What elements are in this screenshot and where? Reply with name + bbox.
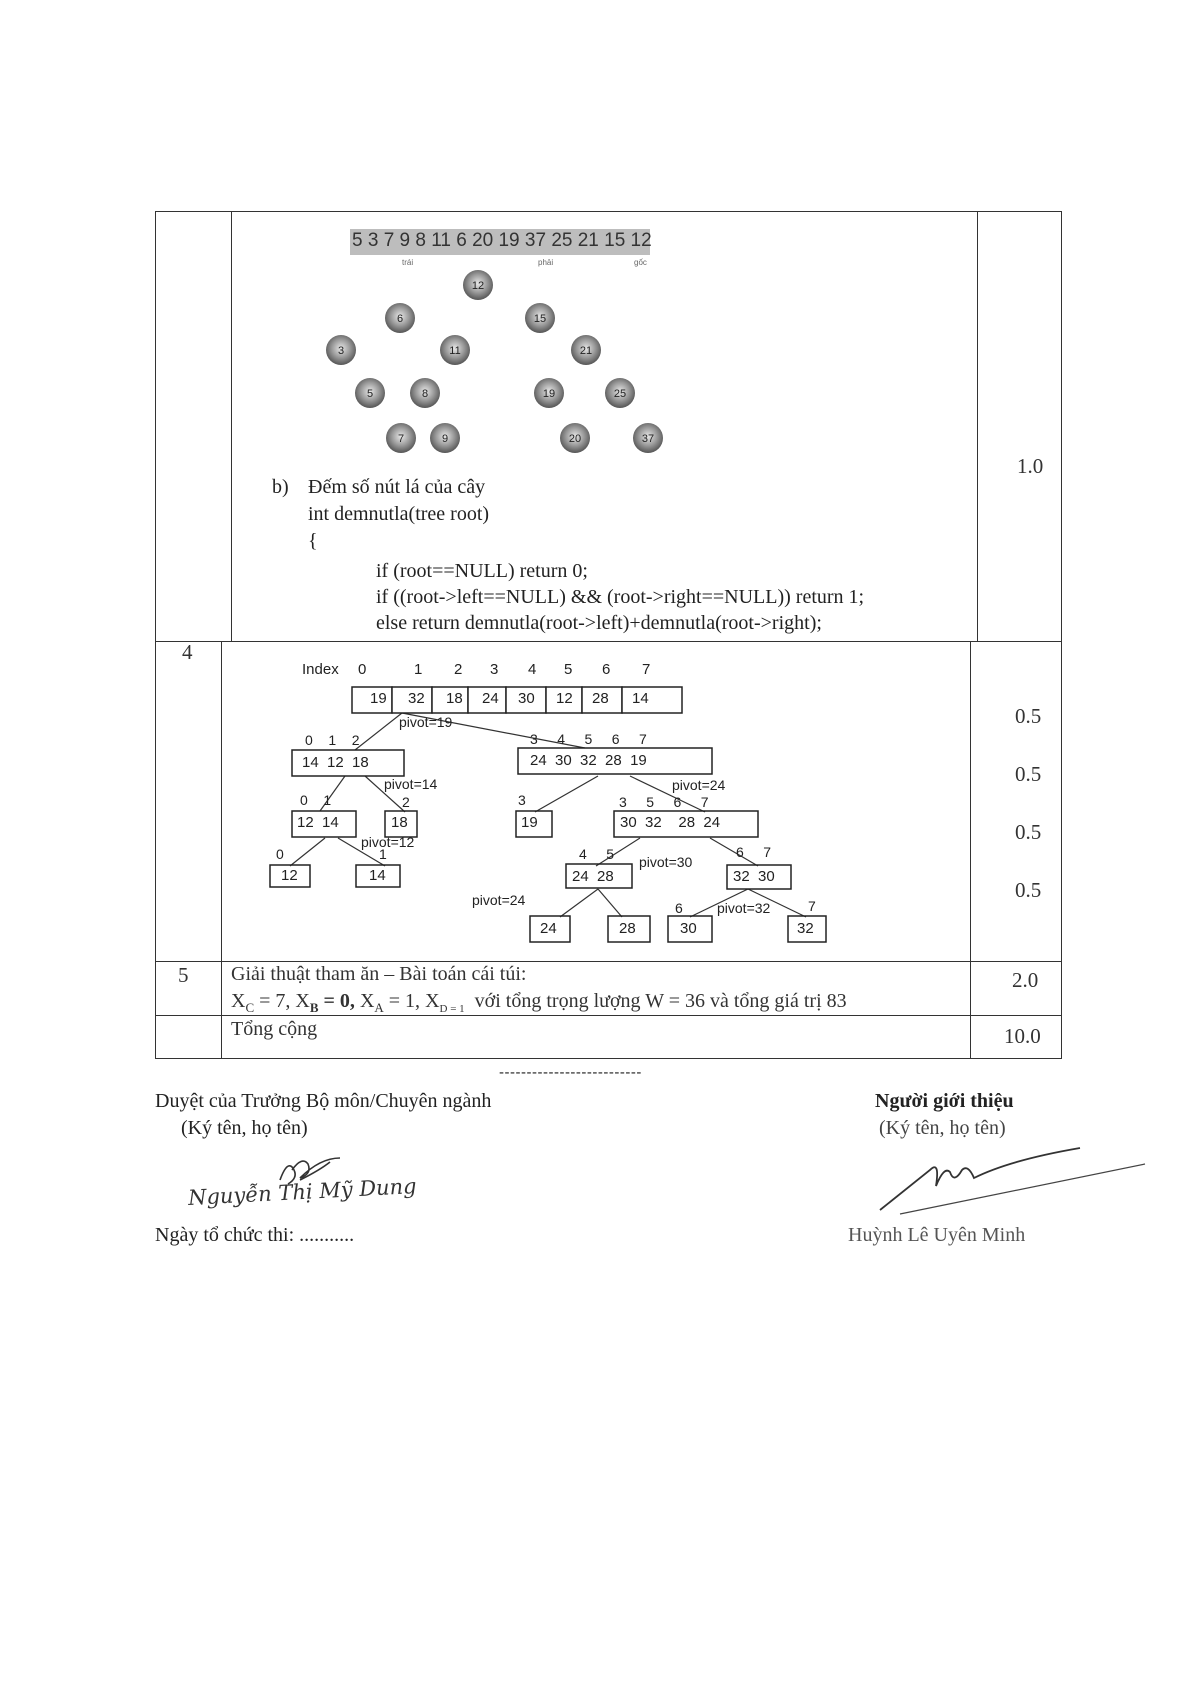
qs-r4b: 28 [619, 920, 636, 937]
qs-index-cell: 1 [414, 661, 423, 678]
qs-r4c: 30 [680, 920, 697, 937]
qs-r2: 19 [521, 814, 538, 831]
qs-pivot-32: pivot=32 [717, 900, 771, 916]
bst-node-label: 3 [337, 345, 345, 357]
right-sign-title: Người giới thiệu [875, 1090, 1014, 1112]
qs-pivot-14: pivot=14 [384, 776, 438, 792]
right-sign-subtitle: (Ký tên, họ tên) [879, 1117, 1006, 1139]
row5-line2 [231, 990, 847, 1016]
code-open-brace: { [308, 530, 318, 552]
left-signature-name: Nguyễn Thị Mỹ Dung [187, 1174, 418, 1210]
bst-node-label: 8 [421, 388, 429, 400]
separator-dashes: -------------------------- [499, 1064, 642, 1081]
row3-score: 1.0 [1017, 454, 1044, 478]
qs-r3b: 32 30 [733, 868, 775, 885]
bst-node-label: 15 [533, 313, 547, 325]
row4-score-4: 0.5 [1015, 878, 1042, 902]
qs-array-cell: 19 [370, 690, 387, 707]
qs-l2b-idx: 2 [402, 794, 410, 810]
qs-r2b-idx: 3 5 6 7 [619, 794, 709, 810]
qs-pivot-19: pivot=19 [399, 714, 453, 730]
qs-right1: 24 30 32 28 19 [530, 752, 647, 769]
qs-array-cell: 14 [632, 690, 649, 707]
row4-score-1: 0.5 [1015, 704, 1042, 728]
var-xa: X [359, 990, 375, 1012]
qs-pivot-30: pivot=30 [639, 854, 693, 870]
qs-index-label: Index [302, 661, 339, 678]
qs-array-values [352, 687, 682, 713]
qs-array-cell: 24 [482, 690, 499, 707]
table-row-divider-2 [155, 961, 1062, 962]
right-signature [870, 1140, 1150, 1220]
qs-r3-idx: 4 5 [579, 846, 615, 862]
var-xd-sub: D = 1 [439, 1003, 465, 1015]
qs-r2b: 30 32 28 24 [620, 814, 721, 831]
qs-index-cell: 3 [490, 661, 499, 678]
bst-node-label: 5 [366, 388, 374, 400]
array-strip-label-right: phải [538, 258, 554, 267]
qs-array-cell: 32 [408, 690, 425, 707]
qs-r2-idx: 3 [518, 792, 526, 808]
qs-pivot-24a: pivot=24 [672, 777, 726, 793]
total-score: 10.0 [1004, 1024, 1041, 1048]
qs-array-cell: 30 [518, 690, 535, 707]
qs-r3b-idx: 6 7 [736, 844, 772, 860]
qs-array-cell: 12 [556, 690, 573, 707]
qs-index-cell: 5 [564, 661, 573, 678]
left-sign-subtitle: (Ký tên, họ tên) [181, 1117, 308, 1139]
qs-array-cell: 28 [592, 690, 609, 707]
qs-r4-idx6: 6 [675, 900, 683, 916]
qs-index-cell: 0 [358, 661, 367, 678]
qs-index-cell: 7 [642, 661, 651, 678]
part-b-label: b) [272, 476, 289, 498]
qs-array-cell: 18 [446, 690, 463, 707]
exam-date: Ngày tổ chức thi: ........... [155, 1224, 355, 1246]
qs-left1: 14 12 18 [302, 754, 369, 771]
code-signature: int demnutla(tree root) [308, 503, 490, 525]
array-strip-values: 5 3 7 9 8 11 6 20 19 37 25 21 15 12 [352, 230, 652, 251]
bst-node-label: 12 [471, 280, 485, 292]
bst-node-label: 19 [542, 388, 556, 400]
bst-node-label: 6 [396, 313, 404, 325]
qs-pivot-24b: pivot=24 [472, 892, 526, 908]
qs-pivot-12: pivot=12 [361, 834, 415, 850]
qs-r4-idx7: 7 [808, 898, 816, 914]
var-xb: X [295, 990, 310, 1012]
row5-score: 2.0 [1012, 968, 1039, 992]
var-xa-val: = 1, [383, 990, 426, 1012]
row5-number: 5 [178, 963, 189, 987]
bst-node-label: 9 [441, 433, 449, 445]
table-border-bottom [155, 1058, 1062, 1059]
var-xd: X [425, 990, 440, 1012]
qs-r3: 24 28 [572, 868, 614, 885]
code-line-2: if ((root->left==NULL) && (root->right==NULL)) return 1; [376, 586, 865, 608]
var-xc-val: = 7, [254, 990, 296, 1012]
qs-index-cell: 6 [602, 661, 611, 678]
bst-node-label: 21 [579, 345, 593, 357]
qs-r4d: 32 [797, 920, 814, 937]
var-xc: X [231, 990, 246, 1012]
array-strip-label-left: trái [402, 258, 414, 267]
qs-left1-idx: 0 1 2 [305, 732, 360, 748]
row5-line1: Giải thuật tham ăn – Bài toán cái túi: [231, 963, 527, 985]
qs-l2-idx: 0 1 [300, 792, 332, 808]
var-xa-sub: A [374, 1000, 384, 1015]
bst-node-label: 20 [568, 433, 582, 445]
total-label: Tổng cộng [231, 1018, 318, 1040]
var-xb-sub: B [309, 1000, 319, 1015]
qs-r4a: 24 [540, 920, 557, 937]
bst-node-label: 37 [641, 433, 655, 445]
bst-node-label: 25 [613, 388, 627, 400]
qs-l3b: 14 [369, 867, 386, 884]
row4-number: 4 [182, 640, 193, 664]
array-strip-label-root: gốc [634, 258, 647, 267]
qs-l2: 12 14 [297, 814, 339, 831]
right-sign-name: Huỳnh Lê Uyên Minh [848, 1224, 1026, 1246]
qs-l3: 12 [281, 867, 298, 884]
bst-node-label: 7 [397, 433, 405, 445]
code-line-1: if (root==NULL) return 0; [376, 560, 588, 582]
row5-rest: với tổng trọng lượng W = 36 và tổng giá trị 83 [464, 990, 847, 1012]
qs-right1-idx: 3 4 5 6 7 [530, 731, 647, 747]
row4-score-3: 0.5 [1015, 820, 1042, 844]
part-b-title: Đếm số nút lá của cây [308, 476, 486, 498]
var-xb-val: = 0, [318, 990, 360, 1012]
qs-l3-idx: 0 [276, 846, 284, 862]
qs-l2b: 18 [391, 814, 408, 831]
row4-score-2: 0.5 [1015, 762, 1042, 786]
qs-index-cell: 4 [528, 661, 537, 678]
qs-l3b-idx: 1 [379, 846, 387, 862]
qs-index-cell: 2 [454, 661, 463, 678]
code-line-3: else return demnutla(root->left)+demnutla(root->right); [376, 612, 822, 634]
bst-node-label: 11 [449, 345, 461, 357]
left-sign-title: Duyệt của Trưởng Bộ môn/Chuyên ngành [155, 1090, 492, 1112]
var-xc-sub: C [245, 1000, 255, 1015]
